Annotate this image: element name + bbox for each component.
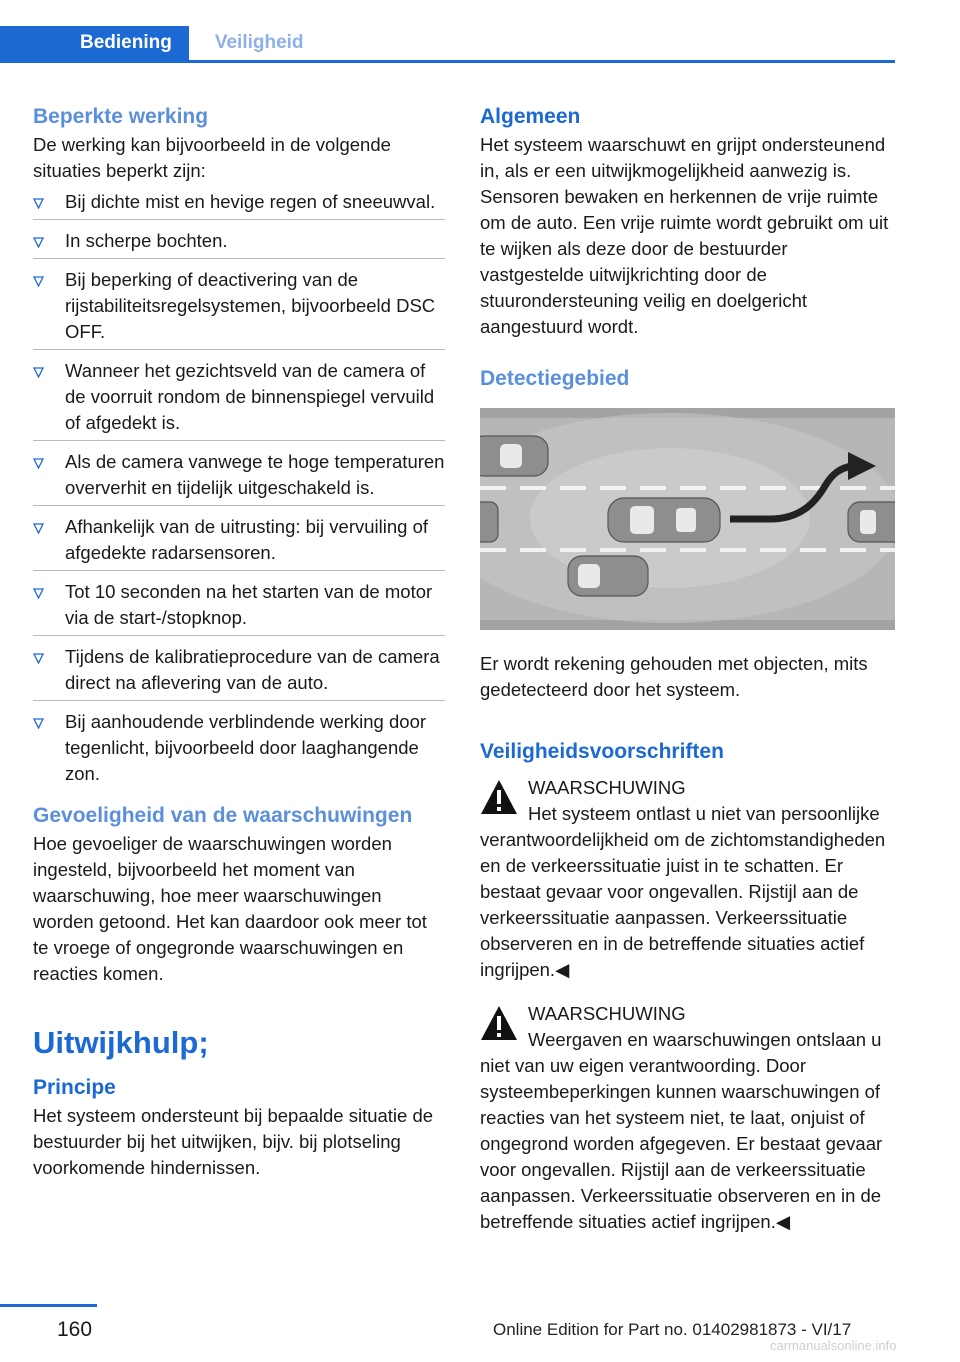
warning-block [480, 775, 895, 983]
list-item [33, 189, 445, 220]
list-item-text: Tijdens de kalibratieprocedure van de camera direct na aflevering van de auto. [65, 646, 440, 693]
principle-text: Het systeem ondersteunt bij bepaalde situatie de bestuurder bij het uitwijken, bijv. bij plotseling voorkomende hindernissen. [33, 1105, 434, 1178]
triangle-bullet-icon [33, 458, 44, 469]
limited-title: Beperkte werking [33, 105, 209, 128]
right-column [480, 102, 895, 1235]
triangle-bullet-icon [33, 523, 44, 534]
watermark: carmanualsonline.info [770, 1338, 897, 1353]
detection-area-illustration [480, 408, 895, 630]
sensitivity-text: Hoe gevoeliger de waarschuwingen worden ingesteld, bijvoorbeeld het moment van waarschuwing, hoe meer waarschuwingen worden getoond. Het kan daardoor ook meer tot te vroege of ongegronde waarschuwingen en reacties komen. [33, 833, 427, 984]
list-item-text: Als de camera vanwege te hoge temperaturen oververhit en tijdelijk uitgeschakeld is. [65, 451, 445, 498]
triangle-bullet-icon [33, 653, 44, 664]
triangle-bullet-icon [33, 588, 44, 599]
detection-title: Detectiegebied [480, 367, 630, 390]
sensitivity-title: Gevoeligheid van de waarschuwingen [33, 804, 413, 827]
list-item [33, 644, 445, 701]
triangle-bullet-icon [33, 237, 44, 248]
warning-label: WAARSCHUWING [528, 1003, 686, 1024]
header-rule [0, 60, 895, 63]
triangle-bullet-icon [33, 198, 44, 209]
warning-text: Weergaven en waarschuwingen ontslaan u niet van uw eigen verantwoording. Door systeembeperkingen kunnen waarschuwingen of reacties van het systeem niet, te laat, onjuist of ongegrond worden afgegeven. Er bestaat gevaar voor ongevallen. Rijstijl aan de verkeerssituatie aanpassen. Verkeerssituatie observeren en in de betreffende situaties actief ingrijpen.◀ [480, 1029, 883, 1232]
list-item-text: Bij aanhoudende verblindende werking door tegenlicht, bijvoorbeeld door laaghangende zon. [65, 711, 427, 784]
list-item [33, 228, 445, 259]
warning-block [480, 1001, 895, 1235]
triangle-bullet-icon [33, 276, 44, 287]
limited-list [33, 189, 445, 791]
triangle-bullet-icon [33, 718, 44, 729]
list-item-text: Bij dichte mist en hevige regen of sneeuwval. [65, 191, 436, 212]
left-column [33, 102, 445, 1181]
list-item [33, 709, 445, 791]
list-item-text: Wanneer het gezichtsveld van de camera of de voorruit rondom de binnenspiegel vervuild of afgedekt is. [65, 360, 435, 433]
list-item-text: In scherpe bochten. [65, 230, 228, 251]
list-item-text: Afhankelijk van de uitrusting: bij vervuiling of afgedekte radarsensoren. [65, 516, 428, 563]
list-item [33, 514, 445, 571]
detection-text: Er wordt rekening gehouden met objecten, mits gedetecteerd door het systeem. [480, 653, 868, 700]
main-title: Uitwijkhulp; [33, 1025, 209, 1060]
edition-footer: Online Edition for Part no. 01402981873 - VI/17 [493, 1320, 852, 1339]
warning-text: Het systeem ontlast u niet van persoonlijke verantwoordelijkheid om de zichtomstandigheden en de verkeerssituatie juist in te schatten. Er bestaat gevaar voor ongevallen. Rijstijl aan de verkeerssituatie aanpassen. Verkeerssituatie observeren en in de betreffende situaties actief ingrijpen.◀ [480, 803, 886, 980]
list-item [33, 579, 445, 636]
list-item [33, 358, 445, 441]
page-number-rule [0, 1304, 97, 1307]
limited-intro: De werking kan bijvoorbeeld in de volgende situaties beperkt zijn: [33, 134, 391, 181]
list-item [33, 267, 445, 350]
list-item-text: Bij beperking of deactivering van de rijstabiliteitsregelsystemen, bijvoorbeeld DSC OFF. [65, 269, 436, 342]
warning-triangle-icon [480, 1005, 518, 1041]
safety-title: Veiligheidsvoorschriften [480, 740, 724, 763]
general-title: Algemeen [480, 105, 581, 128]
general-text: Het systeem waarschuwt en grijpt ondersteunend in, als er een uitwijkmogelijkheid aanwezig is. Sensoren bewaken en herkennen de vrije ruimte om de auto. Een vrije ruimte wordt gebruikt om uit te wijken als deze door de bestuurder vastgestelde uitwijkrichting door de stuurondersteuning veilig en doelgericht aangestuurd wordt. [480, 134, 889, 337]
list-item-text: Tot 10 seconden na het starten van de motor via de start-/stopknop. [65, 581, 433, 628]
warning-label: WAARSCHUWING [528, 777, 686, 798]
triangle-bullet-icon [33, 367, 44, 378]
principle-title: Principe [33, 1076, 116, 1099]
list-item [33, 449, 445, 506]
tab-veiligheid: Veiligheid [214, 32, 304, 53]
header-tabs [0, 26, 330, 62]
tab-bediening: Bediening [0, 26, 189, 60]
page-number: 160 [57, 1318, 93, 1341]
warning-triangle-icon [480, 779, 518, 815]
